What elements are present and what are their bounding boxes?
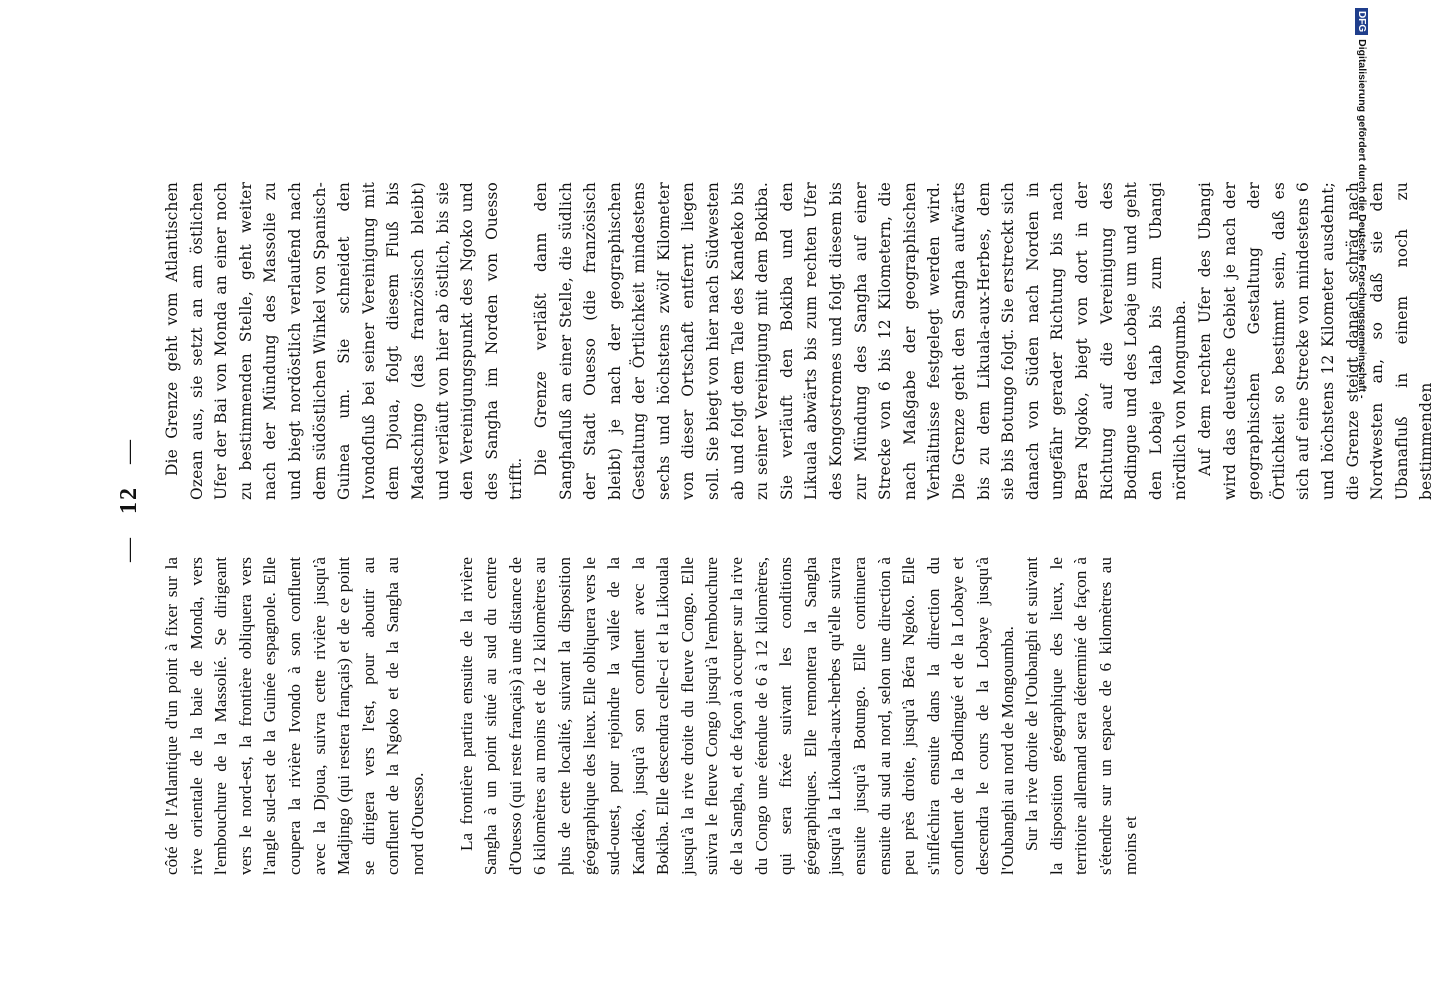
french-text-column <box>160 557 1250 875</box>
german-paragraph-1: Die Grenze geht vom Atlantischen Ozean aus, sie setzt an am östlichen Ufer der Bai von Monda an einer noch zu bestimmenden Stelle, geht weiter nach der Mündung des Massolie zu und biegt nordöstlich verlaufend nach dem südöstlichen Winkel von Spanisch-Guinea um. Sie schneidet den Ivondofluß bei seiner Vereinigung mit dem Djoua, folgt diesem Fluß bis Madschingo (das französisch bleibt) und verläuft von hier ab östlich, bis sie den Vereinigungspunkt des Ngoko und des Sangha im Norden von Ouesso trifft. <box>163 182 526 500</box>
digitization-credit-strip <box>1346 8 1382 768</box>
french-paragraph-2: La frontière partira ensuite de la rivière Sangha à un point situé au sud du centre d'Ouesso (qui reste français) à une distance de 6 kilomètres au moins et de 12 kilomètres au plus de cette localité, suivant la disposition géographique des lieux. Elle obliquera vers le sud-ouest, pour rejoindre la vallée de la Kandéko, jusqu'à son confluent avec la Bokiba. Elle descendra celle-ci et la Likouala jusqu'à la rive droite du fleuve Congo. Elle suivra le fleuve Congo jusqu'à l'embouchure de la Sangha, et de façon à occuper sur la rive du Congo une étendue de 6 à 12 kilomètres, qui sera fixée suivant les conditions géographiques. Elle remontera la Sangha jusqu'à la Likouala-aux-herbes qu'elle suivra ensuite jusqu'à Botungo. Elle continuera ensuite du sud au nord, selon une direction à peu près droite, jusqu'à Béra Ngoko. Elle s'infléchira ensuite dans la direction du confluent de la Bodingué et de la Lobaye et descendra le cours de la Lobaye jusqu'à l'Oubanghi au nord de Mongoumba. <box>456 557 1017 875</box>
header-dash-right: — <box>116 438 142 464</box>
digitization-credit-text: Digitalisierung gefördert durch die Deutsche Forschungsgemeinschaft - <box>1356 39 1368 399</box>
page-number: 12 <box>116 486 142 514</box>
french-paragraph-1: côté de l'Atlantique d'un point à fixer sur la rive orientale de la baie de Monda, vers l'embouchure de la Massolié. Se dirigeant vers le nord-est, la frontière obliquera vers l'angle sud-est de la Guinée espagnole. Elle coupera la rivière Ivondo à son confluent avec la Djoua, suivra cette rivière jusqu'à Madjingo (qui restera français) et de ce point se dirigera vers l'est, pour aboutir au confluent de la Ngoko et de la Sangha au nord d'Ouesso. <box>162 557 427 875</box>
page-header <box>116 0 143 1000</box>
german-paragraph-3: Auf dem rechten Ufer des Ubangi wird das deutsche Gebiet je nach der geographischen Gestaltung der Örtlichkeit so bestimmt sein, daß es sich auf eine Strecke von mindestens 6 und höchstens 12 Kilometer ausdehnt; die Grenze steigt danach schräg nach Nordwesten an, so daß sie den Ubanafluß in einem noch zu bestimmenden <box>1195 182 1436 500</box>
header-dash-left: — <box>116 536 142 562</box>
dfg-logo: DFG <box>1356 8 1369 35</box>
german-paragraph-2: Die Grenze verläßt dann den Sanghafluß an einer Stelle, die südlich der Stadt Ouesso (die französisch bleibt) je nach der geographischen Gestaltung der Örtlichkeit mindestens sechs und höchstens zwölf Kilometer von dieser Ortschaft entfernt liegen soll. Sie biegt von hier nach Südwesten ab und folgt dem Tale des Kandeko bis zu seiner Vereinigung mit dem Bokiba. Sie verläuft den Bokiba und den Likuala abwärts bis zum rechten Ufer des Kongostromes und folgt diesem bis zur Mündung des Sangha auf einer Strecke von 6 bis 12 Kilometern, die nach Maßgabe der geographischen Verhältnisse festgelegt werden wird. Die Grenze geht den Sangha aufwärts bis zu dem Likuala-aux-Herbes, dem sie bis Botungo folgt. Sie erstreckt sich danach von Süden nach Norden in ungefähr gerader Richtung bis nach Bera Ngoko, biegt von dort in der Richtung auf die Vereinigung des Bodingue und des Lobaje um und geht den Lobaje talab bis zum Ubangi nördlich von Mongumba. <box>531 182 1190 500</box>
french-paragraph-3: Sur la rive droite de l'Oubanghi et suivant la disposition géographique des lieux, le territoire allemand sera déterminé de façon à s'étendre sur un espace de 6 kilomètres au moins et <box>1022 557 1140 875</box>
